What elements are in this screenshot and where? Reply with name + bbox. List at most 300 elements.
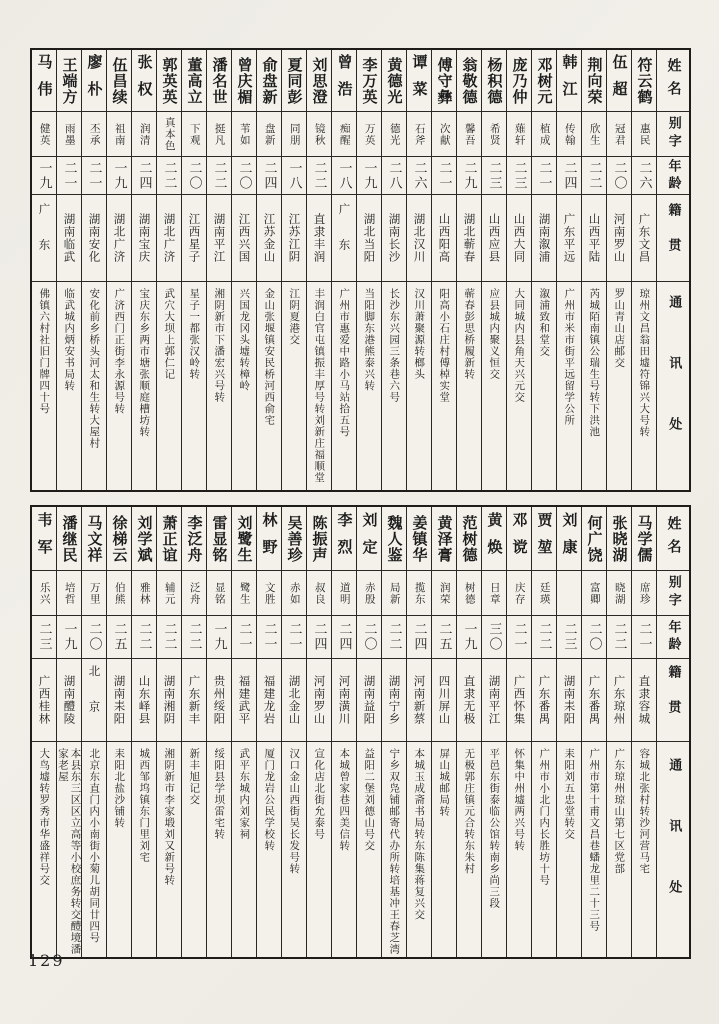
person-name: 范树德 xyxy=(457,507,481,571)
header-name: 姓名 xyxy=(657,50,689,112)
person-address: 当阳脚东港熊泰兴转 xyxy=(363,288,376,392)
person-origin: 河南潢川 xyxy=(332,659,356,742)
person-zi: 辅元 xyxy=(157,571,181,616)
person-address: 临武城内炳安书局转 xyxy=(63,288,76,392)
person-name: 伍昌续 xyxy=(107,50,131,112)
person-address: 北京东直门内小南街小菊儿胡同廿四号 xyxy=(88,748,101,944)
person-zi: 道明 xyxy=(332,571,356,616)
person-zi: 赤殷 xyxy=(357,571,381,616)
person-name: 马学儒 xyxy=(632,507,656,571)
person-address: 绥阳县学坝雷宅转 xyxy=(213,748,226,840)
person-name: 张权 xyxy=(132,50,156,112)
person-origin: 广东文昌 xyxy=(632,195,656,282)
person-age: 二一 xyxy=(232,616,256,659)
person-column xyxy=(356,507,381,957)
person-zi: 文胜 xyxy=(257,571,281,616)
person-column xyxy=(156,507,181,957)
person-name: 萧正谊 xyxy=(157,507,181,571)
person-name: 王端方 xyxy=(57,50,81,112)
person-column xyxy=(456,507,481,957)
person-origin: 广东番禺 xyxy=(532,659,556,742)
person-name: 黄泽膏 xyxy=(432,507,456,571)
person-origin: 河南罗山 xyxy=(607,195,631,282)
person-origin: 湖南宁乡 xyxy=(382,659,406,742)
person-name: 黄焕 xyxy=(482,507,506,571)
person-name: 符云鹤 xyxy=(632,50,656,112)
person-column xyxy=(556,507,581,957)
person-name: 林野 xyxy=(257,507,281,571)
person-name: 陈振声 xyxy=(307,507,331,571)
person-column xyxy=(32,507,56,957)
person-address: 本城曾家巷四美信转 xyxy=(338,748,351,852)
person-age: 二九 xyxy=(457,157,481,195)
person-zi: 泛舟 xyxy=(182,571,206,616)
person-zi: 痴醒 xyxy=(332,112,356,157)
person-column xyxy=(306,507,331,957)
person-origin: 北京 xyxy=(82,659,106,742)
person-address: 广州市第十甫文昌巷蟠龙里二十三号 xyxy=(588,748,601,932)
person-age: 二一 xyxy=(257,616,281,659)
person-age: 二二 xyxy=(132,616,156,659)
person-name: 刘定 xyxy=(357,507,381,571)
person-address: 江阴夏港交 xyxy=(288,288,301,346)
person-column xyxy=(631,50,656,490)
person-age: 二六 xyxy=(632,157,656,195)
person-zi: 苇如 xyxy=(232,112,256,157)
person-age: 二二 xyxy=(382,616,406,659)
header-address: 通讯处 xyxy=(666,758,682,941)
person-address: 宣化店北街允泰号 xyxy=(313,748,326,840)
person-age: 二一 xyxy=(632,616,656,659)
person-name: 雷显铭 xyxy=(207,507,231,571)
person-address: 新丰旭记交 xyxy=(188,748,201,806)
header-zi: 别字 xyxy=(657,112,689,157)
person-address: 广东琼州琼山第七区党部 xyxy=(613,748,626,875)
person-name: 曾浩 xyxy=(332,50,356,112)
person-origin: 四川屏山 xyxy=(432,659,456,742)
person-column xyxy=(281,50,306,490)
person-name: 廖朴 xyxy=(82,50,106,112)
person-address: 容城北张村转沙河营马宅 xyxy=(638,748,651,875)
person-age: 二五 xyxy=(432,616,456,659)
person-address: 城西邹坞镇东门里刘宅 xyxy=(138,748,151,863)
person-name: 潘继民 xyxy=(57,507,81,571)
person-address: 平邑东街泰临公馆转南乡尚三段 xyxy=(488,748,501,909)
person-origin: 湖北蕲春 xyxy=(457,195,481,282)
person-age: 一九 xyxy=(57,616,81,659)
person-column xyxy=(356,50,381,490)
person-zi: 挺凡 xyxy=(207,112,231,157)
person-column xyxy=(131,50,156,490)
person-column xyxy=(606,50,631,490)
person-name: 魏人鉴 xyxy=(382,507,406,571)
table-header-column xyxy=(656,50,689,490)
person-column xyxy=(181,507,206,957)
person-origin: 湖南耒阳 xyxy=(107,659,131,742)
person-name: 刘鹭生 xyxy=(232,507,256,571)
person-zi: 晓湖 xyxy=(607,571,631,616)
person-origin: 湖北广济 xyxy=(107,195,131,282)
person-address: 屏山城邮局转 xyxy=(438,748,451,817)
header-origin: 籍贯 xyxy=(657,659,689,742)
person-zi: 盘新 xyxy=(257,112,281,157)
person-name: 马文祥 xyxy=(82,507,106,571)
person-zi: 植成 xyxy=(532,112,556,157)
person-column xyxy=(506,507,531,957)
person-address: 耒阳刘五忠堂转交 xyxy=(563,748,576,840)
person-address: 芮城陌南镇公瑞生号转下洪池 xyxy=(588,288,601,438)
person-age: 二二 xyxy=(157,616,181,659)
person-zi: 润荣 xyxy=(432,571,456,616)
person-column xyxy=(231,50,256,490)
person-address: 本县东三区区立高等小校庶务转交醴境潘家老屋 xyxy=(57,748,81,955)
person-age: 二五 xyxy=(107,616,131,659)
person-age: 二三 xyxy=(507,157,531,195)
person-name: 李万英 xyxy=(357,50,381,112)
person-name: 俞盘新 xyxy=(257,50,281,112)
person-address: 汉口金山西街吴长发号转 xyxy=(288,748,301,875)
person-age: 二二 xyxy=(607,616,631,659)
person-zi: 廷瑛 xyxy=(532,571,556,616)
person-address: 汉川萧聚源转榔头 xyxy=(413,288,426,380)
person-zi: 乐兴 xyxy=(32,571,56,616)
person-address: 广州市米市街平远留学公所 xyxy=(563,288,576,426)
person-zi: 德光 xyxy=(382,112,406,157)
person-age: 二一 xyxy=(57,157,81,195)
person-origin: 湖南耒阳 xyxy=(557,659,581,742)
person-name: 郭英英 xyxy=(157,50,181,112)
person-age: 二〇 xyxy=(357,616,381,659)
page-number: 129 xyxy=(28,951,65,970)
person-origin: 湖南平江 xyxy=(207,195,231,282)
person-address: 罗山青山店邮交 xyxy=(613,288,626,369)
person-age: 二〇 xyxy=(82,616,106,659)
person-origin: 广东新丰 xyxy=(182,659,206,742)
person-origin: 湖南醴陵 xyxy=(57,659,81,742)
person-column xyxy=(131,507,156,957)
person-zi: 日章 xyxy=(482,571,506,616)
person-address: 安化前乡桥头河太和生转大屋村 xyxy=(88,288,101,449)
person-zi: 石斧 xyxy=(407,112,431,157)
person-address: 蕲春彭思桥履新转 xyxy=(463,288,476,380)
person-origin: 江苏江阴 xyxy=(282,195,306,282)
person-name: 刘康 xyxy=(557,507,581,571)
person-origin: 江西兴国 xyxy=(232,195,256,282)
person-address: 耒阳北盐沙铺转 xyxy=(113,748,126,829)
register-sheet xyxy=(30,48,691,959)
person-age: 二四 xyxy=(307,616,331,659)
person-name: 邓谠 xyxy=(507,507,531,571)
person-address: 本城玉成斋书局转东陈集蒋复兴交 xyxy=(413,748,426,921)
person-age: 二〇 xyxy=(182,157,206,195)
person-column xyxy=(381,507,406,957)
person-column xyxy=(581,507,606,957)
person-name: 吴善珍 xyxy=(282,507,306,571)
register-table-bottom xyxy=(30,505,691,959)
person-name: 伍超 xyxy=(607,50,631,112)
table-header-column xyxy=(656,507,689,957)
person-address: 无极郭庄镇元合转东朱村 xyxy=(463,748,476,875)
person-address: 兴国龙冈头墟转樟岭 xyxy=(238,288,251,392)
header-name: 姓名 xyxy=(657,507,689,571)
person-address: 湘阴新市下潘宏兴号转 xyxy=(213,288,226,403)
person-column xyxy=(306,50,331,490)
person-address: 益阳二堡刘德山号交 xyxy=(363,748,376,852)
person-column xyxy=(481,50,506,490)
person-zi: 祖南 xyxy=(107,112,131,157)
person-column xyxy=(156,50,181,490)
person-origin: 山西平陆 xyxy=(582,195,606,282)
person-origin: 山西阳高 xyxy=(432,195,456,282)
person-address: 武穴大坝上郭仁记 xyxy=(163,288,176,380)
person-zi: 鹭生 xyxy=(232,571,256,616)
person-name: 姜镇华 xyxy=(407,507,431,571)
person-origin: 广东琼州 xyxy=(607,659,631,742)
person-origin: 山西大同 xyxy=(507,195,531,282)
person-age: 二八 xyxy=(382,157,406,195)
person-address: 琼州文昌翁田墟符锦兴大号转 xyxy=(638,288,651,438)
person-zi: 培哲 xyxy=(57,571,81,616)
person-origin: 广西怀集 xyxy=(507,659,531,742)
person-column xyxy=(231,507,256,957)
person-origin: 湖北汉川 xyxy=(407,195,431,282)
person-age: 二二 xyxy=(182,616,206,659)
person-age: 二三 xyxy=(557,616,581,659)
header-zi: 别字 xyxy=(657,571,689,616)
person-address: 金山张堰镇安民桥河西俞宅 xyxy=(263,288,276,426)
person-name: 黄德光 xyxy=(382,50,406,112)
person-name: 夏同彭 xyxy=(282,50,306,112)
person-zi: 同朋 xyxy=(282,112,306,157)
person-age: 二六 xyxy=(407,157,431,195)
person-zi: 富卿 xyxy=(582,571,606,616)
person-column xyxy=(106,507,131,957)
person-age: 二一 xyxy=(282,616,306,659)
person-address: 广州市惠爱中路小马站拾五号 xyxy=(338,288,351,438)
person-column xyxy=(431,50,456,490)
person-column xyxy=(381,50,406,490)
person-name: 徐梯云 xyxy=(107,507,131,571)
person-address: 阳高小石庄村傅棹实堂 xyxy=(438,288,451,403)
person-origin: 直隶无极 xyxy=(457,659,481,742)
person-name: 刘学斌 xyxy=(132,507,156,571)
person-age: 二〇 xyxy=(582,616,606,659)
person-column xyxy=(206,50,231,490)
table-gap xyxy=(30,492,691,505)
person-age: 二一 xyxy=(82,157,106,195)
person-age: 二一 xyxy=(507,616,531,659)
person-zi: 次献 xyxy=(432,112,456,157)
header-age: 年龄 xyxy=(657,157,689,195)
person-address: 湘阴新市李家塅刘又新号转 xyxy=(163,748,176,886)
person-column xyxy=(206,507,231,957)
person-age: 二二 xyxy=(157,157,181,195)
person-name: 马伟 xyxy=(32,50,56,112)
person-origin: 贵州绥阳 xyxy=(207,659,231,742)
person-zi: 传翰 xyxy=(557,112,581,157)
header-address: 通讯处 xyxy=(666,294,682,478)
person-zi: 雅林 xyxy=(132,571,156,616)
person-age: 二三 xyxy=(482,157,506,195)
person-age: 二〇 xyxy=(232,157,256,195)
person-column xyxy=(631,507,656,957)
person-origin: 湖南长沙 xyxy=(382,195,406,282)
person-name: 庞乃仲 xyxy=(507,50,531,112)
person-age: 一八 xyxy=(282,157,306,195)
person-origin: 河南新蔡 xyxy=(407,659,431,742)
person-zi: 馨吾 xyxy=(457,112,481,157)
person-column xyxy=(506,50,531,490)
person-origin: 湖南临武 xyxy=(57,195,81,282)
person-zi: 希贤 xyxy=(482,112,506,157)
person-address: 佛镇六村社旧门牌四十号 xyxy=(38,288,51,415)
person-zi: 下观 xyxy=(182,112,206,157)
person-origin: 江苏金山 xyxy=(257,195,281,282)
person-origin: 湖北当阳 xyxy=(357,195,381,282)
person-column xyxy=(81,50,106,490)
person-column xyxy=(32,50,56,490)
person-column xyxy=(606,507,631,957)
person-zi: 冠君 xyxy=(607,112,631,157)
register-table-top xyxy=(30,48,691,492)
person-origin: 河南罗山 xyxy=(307,659,331,742)
person-address: 大同城内县角天兴元交 xyxy=(513,288,526,403)
person-column xyxy=(556,50,581,490)
person-origin: 湖南安化 xyxy=(82,195,106,282)
person-zi: 雨墨 xyxy=(57,112,81,157)
person-zi xyxy=(557,571,581,616)
header-origin: 籍贯 xyxy=(657,195,689,282)
person-age: 一九 xyxy=(207,616,231,659)
person-zi: 惠民 xyxy=(632,112,656,157)
person-zi: 镜秋 xyxy=(307,112,331,157)
person-column xyxy=(81,507,106,957)
person-name: 潘名世 xyxy=(207,50,231,112)
person-origin: 广东番禺 xyxy=(582,659,606,742)
person-age: 二四 xyxy=(407,616,431,659)
person-origin: 广东 xyxy=(32,195,56,282)
person-origin: 直隶容城 xyxy=(632,659,656,742)
person-origin: 湖南湘阴 xyxy=(157,659,181,742)
person-column xyxy=(256,50,281,490)
person-name: 何广饶 xyxy=(582,507,606,571)
person-origin: 湖南溆浦 xyxy=(532,195,556,282)
person-address: 广州市小北门内长胜坊十号 xyxy=(538,748,551,886)
person-zi: 庆存 xyxy=(507,571,531,616)
person-name: 曾庆楣 xyxy=(232,50,256,112)
person-origin: 广东平远 xyxy=(557,195,581,282)
person-age: 二一 xyxy=(432,157,456,195)
person-address: 丰润白官屯镇振丰厚号转刘新庄福顺堂 xyxy=(313,288,326,484)
person-origin: 江西星子 xyxy=(182,195,206,282)
person-origin: 山西应县 xyxy=(482,195,506,282)
person-origin: 湖南宝庆 xyxy=(132,195,156,282)
person-origin: 湖南益阳 xyxy=(357,659,381,742)
person-zi: 丕承 xyxy=(82,112,106,157)
person-column xyxy=(281,507,306,957)
person-column xyxy=(431,507,456,957)
person-column xyxy=(406,507,431,957)
person-origin: 福建龙岩 xyxy=(257,659,281,742)
person-address: 厦门龙岩公民学校转 xyxy=(263,748,276,852)
person-zi: 健英 xyxy=(32,112,56,157)
person-name: 董高立 xyxy=(182,50,206,112)
person-origin: 直隶丰润 xyxy=(307,195,331,282)
person-age: 三〇 xyxy=(482,616,506,659)
person-address: 宁乡双凫铺邮寄代办所转培基冲王春芝湾 xyxy=(388,748,401,955)
person-zi: 席珍 xyxy=(632,571,656,616)
person-address: 长沙东兴园三条巷六号 xyxy=(388,288,401,403)
person-zi: 万里 xyxy=(82,571,106,616)
person-age: 二三 xyxy=(32,616,56,659)
person-name: 邓树元 xyxy=(532,50,556,112)
person-name: 傅守彝 xyxy=(432,50,456,112)
person-zi: 树德 xyxy=(457,571,481,616)
person-age: 二二 xyxy=(307,157,331,195)
person-name: 荆向荣 xyxy=(582,50,606,112)
person-name: 张晓湖 xyxy=(607,507,631,571)
person-age: 二二 xyxy=(582,157,606,195)
person-column xyxy=(256,507,281,957)
person-origin: 广西桂林 xyxy=(32,659,56,742)
person-column xyxy=(106,50,131,490)
person-zi: 万英 xyxy=(357,112,381,157)
person-name: 翁敬德 xyxy=(457,50,481,112)
person-address: 武平东城内刘家祠 xyxy=(238,748,251,840)
header-age: 年龄 xyxy=(657,616,689,659)
person-name: 刘思澄 xyxy=(307,50,331,112)
person-name: 谭菜 xyxy=(407,50,431,112)
person-zi: 薙轩 xyxy=(507,112,531,157)
person-age: 二四 xyxy=(332,616,356,659)
person-zi: 显铭 xyxy=(207,571,231,616)
person-zi: 欣生 xyxy=(582,112,606,157)
person-column xyxy=(531,50,556,490)
person-column xyxy=(456,50,481,490)
person-origin: 广东 xyxy=(332,195,356,282)
person-zi: 真本色 xyxy=(157,112,181,157)
person-origin: 湖北广济 xyxy=(157,195,181,282)
person-zi: 赤如 xyxy=(282,571,306,616)
person-column xyxy=(56,507,81,957)
person-age: 二二 xyxy=(532,616,556,659)
person-column xyxy=(581,50,606,490)
person-address: 星子一都张汉岭转 xyxy=(188,288,201,380)
person-address: 溆浦致和堂交 xyxy=(538,288,551,357)
person-name: 韩江 xyxy=(557,50,581,112)
person-zi: 润清 xyxy=(132,112,156,157)
person-address: 怀集中州墟两兴号转 xyxy=(513,748,526,852)
person-zi: 揽东 xyxy=(407,571,431,616)
person-age: 二二 xyxy=(207,157,231,195)
person-column xyxy=(406,50,431,490)
person-column xyxy=(531,507,556,957)
person-age: 一九 xyxy=(32,157,56,195)
person-zi: 局新 xyxy=(382,571,406,616)
person-address: 应县城内聚义恒交 xyxy=(488,288,501,380)
person-age: 一九 xyxy=(357,157,381,195)
person-column xyxy=(181,50,206,490)
person-address: 宝庆东乡两市塘张顺庭槽坊转 xyxy=(138,288,151,438)
person-address: 广济西门正街李永源号转 xyxy=(113,288,126,415)
person-column xyxy=(481,507,506,957)
person-column xyxy=(331,50,356,490)
person-origin: 山东峄县 xyxy=(132,659,156,742)
person-age: 一九 xyxy=(107,157,131,195)
person-origin: 湖北金山 xyxy=(282,659,306,742)
person-column xyxy=(331,507,356,957)
person-origin: 福建武平 xyxy=(232,659,256,742)
